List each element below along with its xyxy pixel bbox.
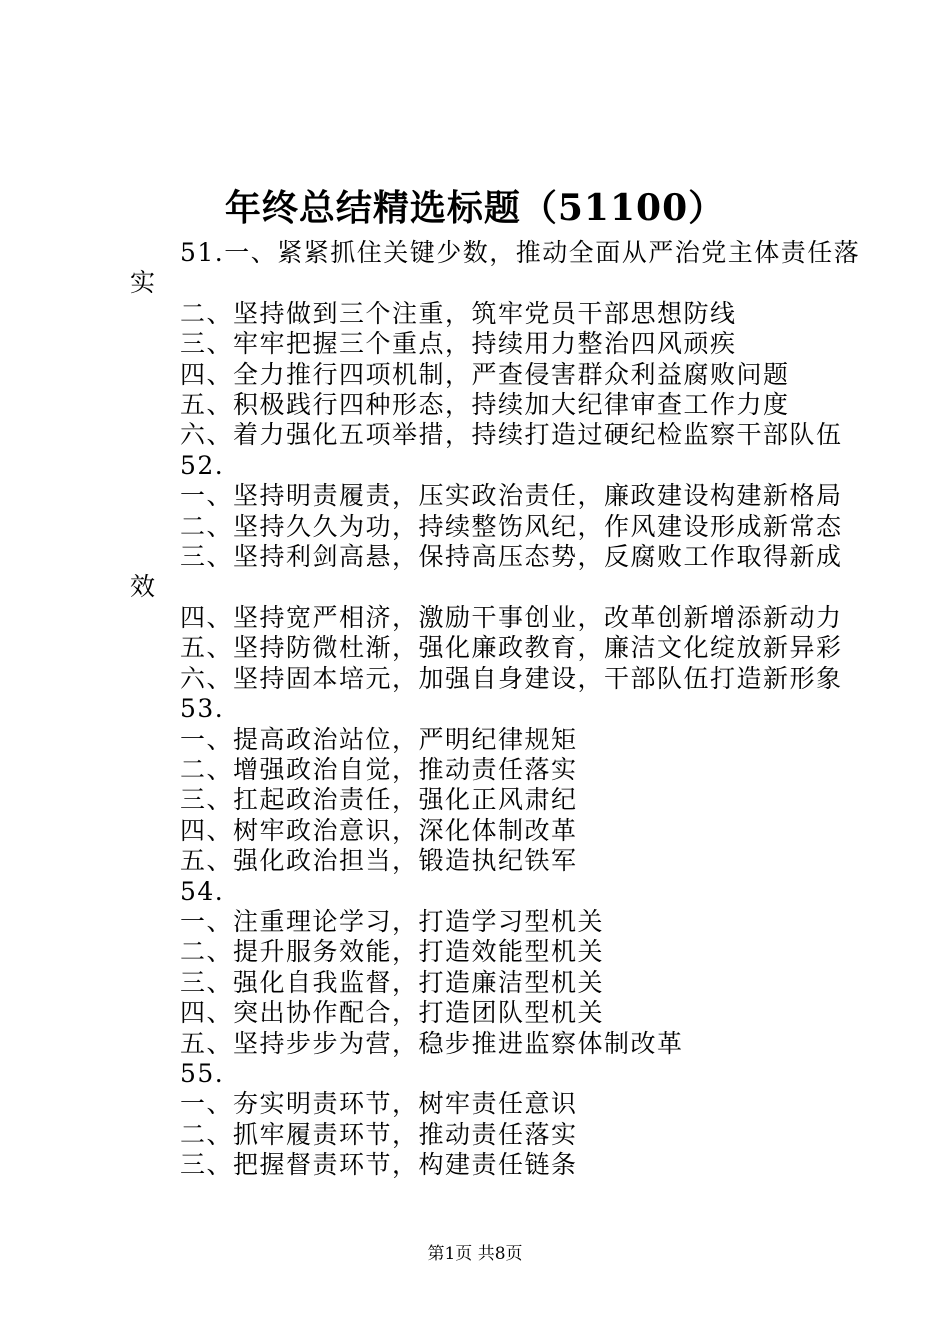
- text-line: 三、坚持利剑高悬，保持高压态势，反腐败工作取得新成 效: [130, 542, 843, 602]
- text-line: 一、坚持明责履责，压实政治责任，廉政建设构建新格局: [180, 481, 843, 511]
- page-title: 年终总结精选标题（51100）: [224, 187, 726, 229]
- text-line: 一、提高政治站位，严明纪律规矩: [180, 724, 578, 754]
- section-number: 52.: [180, 450, 225, 480]
- text-line: 五、坚持防微杜渐，强化廉政教育，廉洁文化绽放新异彩: [180, 633, 843, 663]
- text-line: 四、坚持宽严相济，激励干事创业，改革创新增添新动力: [180, 602, 843, 632]
- text-line: 四、全力推行四项机制，严查侵害群众利益腐败问题: [180, 359, 790, 389]
- text-line: 三、强化自我监督，打造廉洁型机关: [180, 967, 605, 997]
- section-number: 55.: [180, 1058, 225, 1088]
- text-line: 一、夯实明责环节，树牢责任意识: [180, 1089, 578, 1119]
- section-number: 53.: [180, 694, 225, 724]
- text-line: 二、坚持久久为功，持续整饬风纪，作风建设形成新常态: [180, 511, 843, 541]
- text-line: 二、抓牢履责环节，推动责任落实: [180, 1119, 578, 1149]
- text-line: 51.一、紧紧抓住关键少数，推动全面从严治党主体责任落 实: [130, 238, 861, 298]
- text-line: 一、注重理论学习，打造学习型机关: [180, 906, 605, 936]
- text-line: 三、牢牢把握三个重点，持续用力整治四风顽疾: [180, 329, 737, 359]
- text-line: 五、坚持步步为营，稳步推进监察体制改革: [180, 1028, 684, 1058]
- document-body: [130, 238, 861, 1181]
- text-line: 五、积极践行四种形态，持续加大纪律审查工作力度: [180, 390, 790, 420]
- text-line: 二、增强政治自觉，推动责任落实: [180, 754, 578, 784]
- text-line: 四、突出协作配合，打造团队型机关: [180, 998, 605, 1028]
- text-line: 三、扛起政治责任，强化正风肃纪: [180, 785, 578, 815]
- text-line: 三、把握督责环节，构建责任链条: [180, 1150, 578, 1180]
- page-footer: 第1页 共8页: [427, 1244, 523, 1264]
- text-line: 二、提升服务效能，打造效能型机关: [180, 937, 605, 967]
- text-line: 六、着力强化五项举措，持续打造过硬纪检监察干部队伍: [180, 420, 843, 450]
- text-line: 二、坚持做到三个注重，筑牢党员干部思想防线: [180, 298, 737, 328]
- text-line: 五、强化政治担当，锻造执纪铁军: [180, 846, 578, 876]
- section-number: 54.: [180, 876, 225, 906]
- text-line: 四、树牢政治意识，深化体制改革: [180, 815, 578, 845]
- text-line: 六、坚持固本培元，加强自身建设，干部队伍打造新形象: [180, 663, 843, 693]
